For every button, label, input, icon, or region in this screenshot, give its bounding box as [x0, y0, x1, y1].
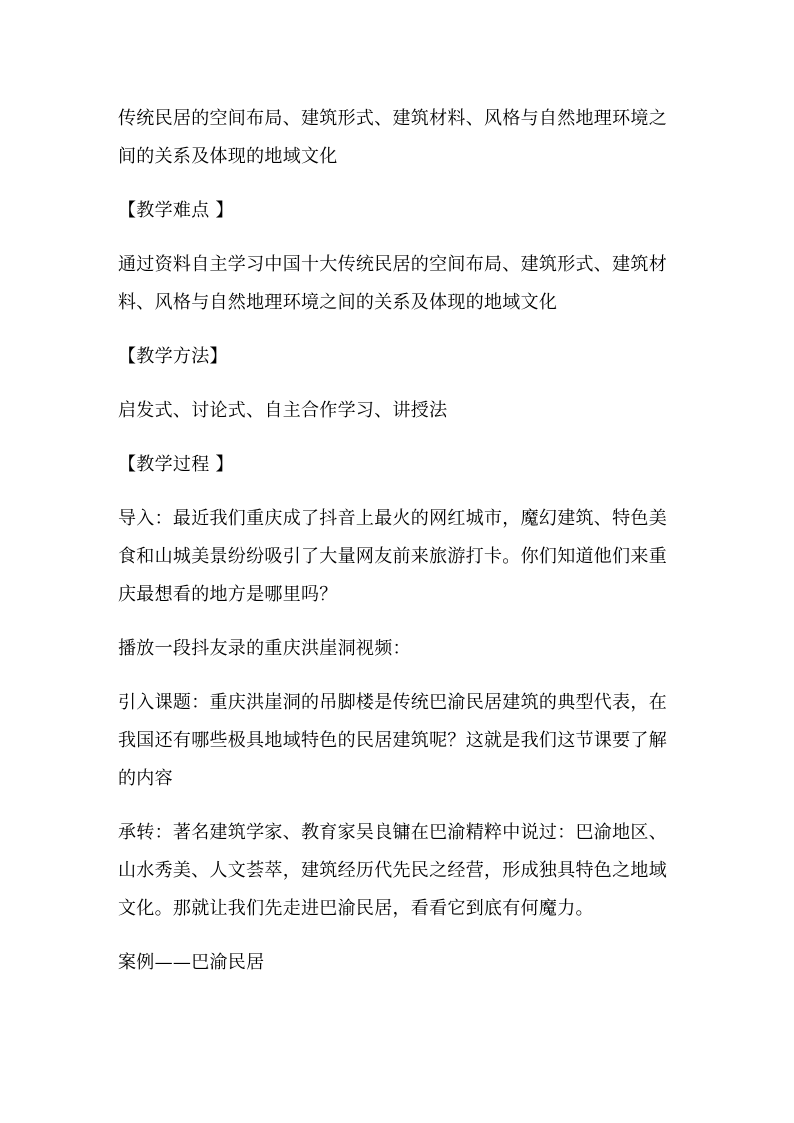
paragraph-introduction: 导入：最近我们重庆成了抖音上最火的网红城市，魔幻建筑、特色美食和山城美景纷纷吸引了大量网友前来旅游打卡。你们知道他们来重庆最想看的地方是哪里吗？ — [118, 508, 667, 605]
document-body — [118, 100, 674, 982]
paragraph-teaching-difficulties: 通过资料自主学习中国十大传统民居的空间布局、建筑形式、建筑材料、风格与自然地理环境之间的关系及体现的地域文化 — [118, 254, 667, 313]
paragraph-topic-intro: 引入课题：重庆洪崖洞的吊脚楼是传统巴渝民居建筑的典型代表，在我国还有哪些极具地域特色的民居建筑呢？这就是我们这节课要了解的内容 — [118, 692, 667, 789]
heading-teaching-difficulties: 【教学难点 】 — [118, 200, 234, 221]
paragraph-key-points-continued: 传统民居的空间布局、建筑形式、建筑材料、风格与自然地理环境之间的关系及体现的地域文化 — [118, 108, 667, 167]
heading-teaching-process: 【教学过程 】 — [118, 454, 234, 475]
heading-teaching-methods: 【教学方法】 — [118, 346, 228, 367]
paragraph-transition: 承转：著名建筑学家、教育家吴良镛在巴渝精粹中说过：巴渝地区、山水秀美、人文荟萃，建筑经历代先民之经营，形成独具特色之地域文化。那就让我们先走进巴渝民居，看看它到底有何魔力。 — [118, 822, 667, 919]
paragraph-teaching-methods: 启发式、讨论式、自主合作学习、讲授法 — [118, 400, 448, 421]
paragraph-case-study: 案例——巴渝民居 — [118, 952, 265, 973]
paragraph-video: 播放一段抖友录的重庆洪崖洞视频： — [118, 638, 411, 659]
